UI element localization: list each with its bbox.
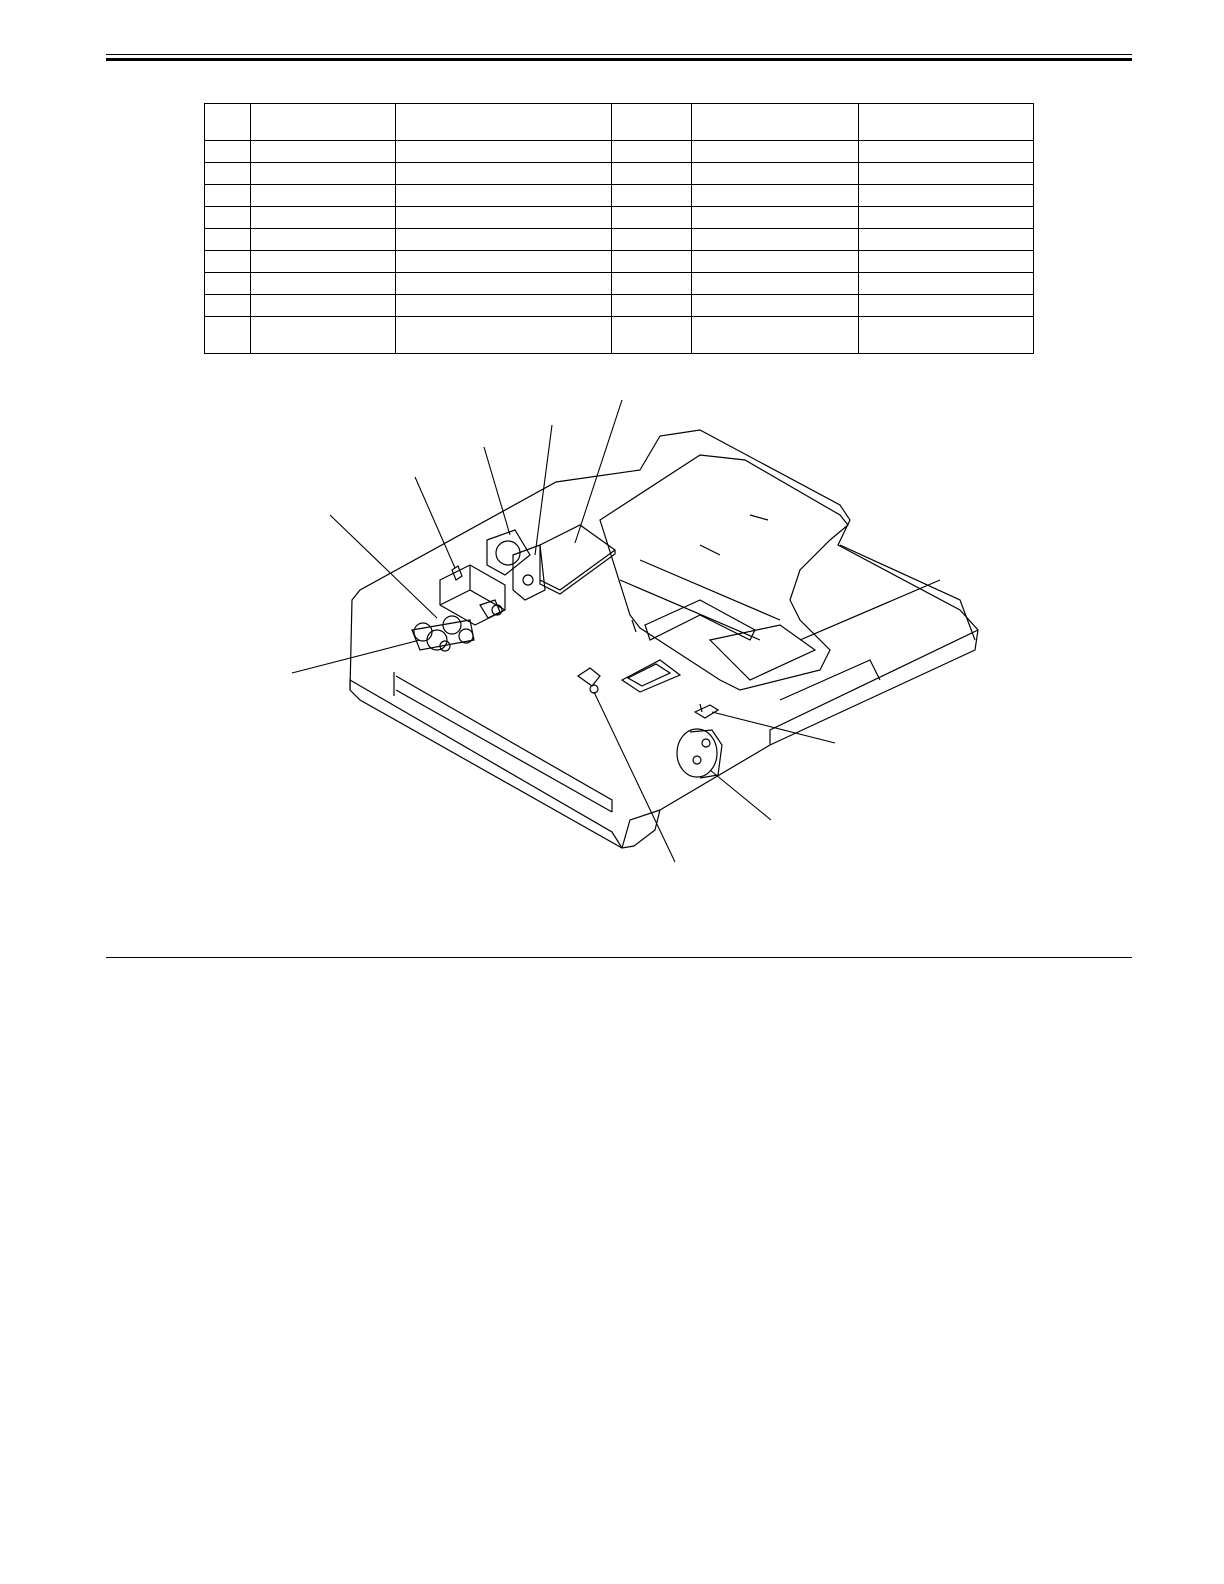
leader-line <box>330 515 437 618</box>
leader-line <box>292 640 420 673</box>
motor <box>677 729 722 778</box>
leader-line <box>415 477 455 568</box>
leader-line <box>535 425 552 555</box>
section-divider <box>106 957 1132 958</box>
switch-sensor <box>695 704 718 718</box>
clutch-assembly <box>412 616 474 651</box>
leader-line <box>484 447 510 535</box>
leader-line <box>594 692 675 862</box>
document-tray <box>600 455 975 700</box>
cooling-fan <box>487 530 545 600</box>
leader-line <box>710 770 771 820</box>
adf-body-outline <box>350 430 978 848</box>
leader-line <box>575 400 622 543</box>
sensor <box>578 660 680 693</box>
leader-line <box>712 712 835 743</box>
